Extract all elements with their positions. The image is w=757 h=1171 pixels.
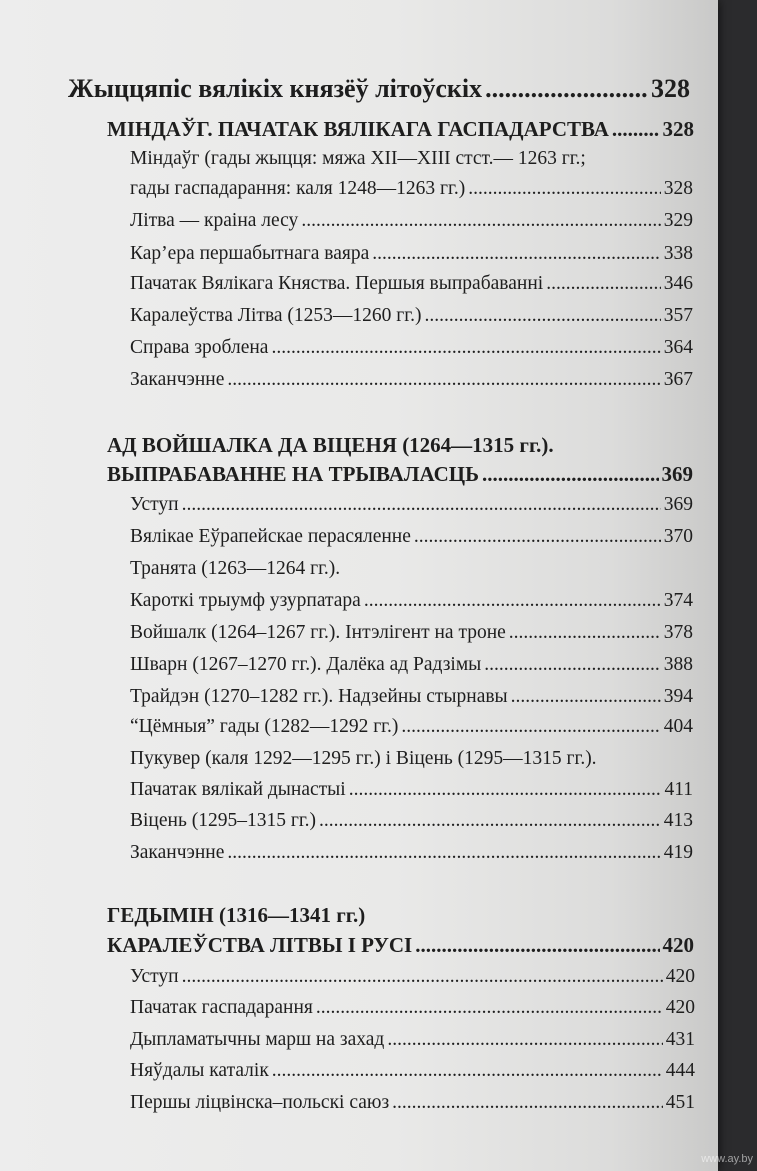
leader-dots xyxy=(271,337,660,359)
toc-page-number: 357 xyxy=(663,305,693,326)
leader-dots xyxy=(387,1029,662,1051)
toc-page-number: 329 xyxy=(663,210,693,231)
toc-entry[interactable] xyxy=(130,1029,695,1051)
toc-entry[interactable] xyxy=(130,1060,695,1082)
leader-dots xyxy=(392,1092,663,1114)
toc-entry-line[interactable]: Транята (1263—1264 гг.). xyxy=(130,558,341,579)
toc-entry[interactable] xyxy=(130,654,693,676)
toc-entry-line[interactable]: Пукувер (каля 1292—1295 гг.) і Віцень (1295—1315 гг.). xyxy=(130,748,597,769)
leader-dots xyxy=(511,686,661,708)
leader-dots xyxy=(415,933,659,958)
toc-title: Першы ліцвінска–польскі саюз xyxy=(130,1092,390,1113)
toc-title: КАРАЛЕЎСТВА ЛІТВЫ І РУСІ xyxy=(107,933,413,957)
leader-dots xyxy=(485,74,648,104)
toc-page-number: 374 xyxy=(663,590,693,611)
leader-dots xyxy=(316,997,663,1019)
leader-dots xyxy=(484,654,660,676)
leader-dots xyxy=(546,273,661,295)
toc-title: Літва — краіна лесу xyxy=(130,210,299,231)
toc-page-number: 378 xyxy=(663,622,693,643)
toc-entry[interactable] xyxy=(130,716,693,738)
leader-dots xyxy=(372,243,661,265)
toc-page-number: 420 xyxy=(662,933,694,957)
toc-main-entry[interactable] xyxy=(68,74,690,104)
toc-entry-line[interactable]: Міндаўг (гады жыцця: мяжа XII—XIII стст.— 1263 гг.; xyxy=(130,148,586,169)
toc-page-number: 388 xyxy=(663,654,693,675)
toc-title: Заканчэнне xyxy=(130,842,225,863)
leader-dots xyxy=(301,210,660,232)
leader-dots xyxy=(482,462,658,487)
leader-dots xyxy=(182,966,663,988)
toc-page-number: 367 xyxy=(663,369,693,390)
toc-title: Дыпламатычны марш на захад xyxy=(130,1029,385,1050)
toc-title: Каралеўства Літва (1253—1260 гг.) xyxy=(130,305,422,326)
toc-title: Кар’ера першабытнага ваяра xyxy=(130,243,370,264)
toc-entry[interactable] xyxy=(130,494,693,516)
toc-page-number: 411 xyxy=(664,779,693,800)
toc-title: Пачатак вялікай дынастыі xyxy=(130,779,346,800)
toc-title: Пачатак Вялікага Княства. Першыя выпрабаванні xyxy=(130,273,544,294)
toc-page-number: 328 xyxy=(663,178,693,199)
toc-entry[interactable] xyxy=(130,273,693,295)
toc-section-heading[interactable]: АД ВОЙШАЛКА ДА ВІЦЕНЯ (1264—1315 гг.). xyxy=(107,433,554,457)
toc-entry[interactable] xyxy=(130,779,693,801)
toc-entry[interactable] xyxy=(130,966,695,988)
toc-page-number: 394 xyxy=(663,686,693,707)
toc-page-number: 431 xyxy=(665,1029,695,1050)
toc-title: Віцень (1295–1315 гг.) xyxy=(130,810,317,831)
leader-dots xyxy=(227,842,660,864)
toc-title: Уступ xyxy=(130,494,179,515)
toc-page-number: 346 xyxy=(663,273,693,294)
toc-entry[interactable] xyxy=(130,526,693,548)
toc-entry[interactable] xyxy=(130,842,693,864)
toc-page-number: 419 xyxy=(663,842,693,863)
leader-dots xyxy=(612,117,660,142)
toc-title: ВЫПРАБАВАННЕ НА ТРЫВАЛАСЦЬ xyxy=(107,462,480,486)
leader-dots xyxy=(414,526,661,548)
toc-page-number: 444 xyxy=(665,1060,695,1081)
toc-entry[interactable] xyxy=(130,210,693,232)
toc-title: Шварн (1267–1270 гг.). Далёка ад Радзімы xyxy=(130,654,482,675)
toc-title: Справа зроблена xyxy=(130,337,269,358)
toc-page-number: 413 xyxy=(663,810,693,831)
toc-title: МІНДАЎГ. ПАЧАТАК ВЯЛІКАГА ГАСПАДАРСТВА xyxy=(107,117,609,141)
leader-dots xyxy=(349,779,662,801)
toc-section-heading[interactable]: ГЕДЫМІН (1316—1341 гг.) xyxy=(107,903,366,927)
leader-dots xyxy=(182,494,661,516)
toc-title: Уступ xyxy=(130,966,179,987)
site-watermark: www.ay.by xyxy=(701,1153,753,1165)
toc-title: Кароткі трыумф узурпатара xyxy=(130,590,361,611)
toc-title: Пачатак гаспадарання xyxy=(130,997,313,1018)
toc-page-number: 369 xyxy=(661,462,693,486)
toc-entry[interactable] xyxy=(130,1092,695,1114)
toc-title: Заканчэнне xyxy=(130,369,225,390)
toc-title: Жыццяпіс вялікіх князёў літоўскіх xyxy=(68,74,483,103)
toc-entry[interactable] xyxy=(130,997,695,1019)
toc-entry[interactable] xyxy=(130,305,693,327)
leader-dots xyxy=(401,716,660,738)
toc-page-number: 328 xyxy=(662,117,694,141)
leader-dots xyxy=(364,590,661,612)
leader-dots xyxy=(509,622,661,644)
toc-entry[interactable] xyxy=(130,243,693,265)
toc-section-heading[interactable] xyxy=(107,462,693,487)
toc-section-heading[interactable] xyxy=(107,117,694,142)
toc-title: “Цёмныя” гады (1282—1292 гг.) xyxy=(130,716,399,737)
toc-page-number: 328 xyxy=(651,74,690,103)
toc-page-number: 420 xyxy=(665,966,695,987)
toc-page-number: 420 xyxy=(665,997,695,1018)
toc-entry[interactable] xyxy=(130,810,693,832)
toc-entry[interactable] xyxy=(130,178,693,200)
toc-title: гады гаспадарання: каля 1248—1263 гг.) xyxy=(130,178,466,199)
toc-page-number: 364 xyxy=(663,337,693,358)
toc-title: Войшалк (1264–1267 гг.). Інтэлігент на троне xyxy=(130,622,506,643)
toc-title: Няўдалы каталік xyxy=(130,1060,269,1081)
leader-dots xyxy=(424,305,660,327)
toc-page-number: 404 xyxy=(663,716,693,737)
toc-entry[interactable] xyxy=(130,622,693,644)
leader-dots xyxy=(272,1060,663,1082)
toc-page-number: 451 xyxy=(665,1092,695,1113)
toc-entry[interactable] xyxy=(130,369,693,391)
toc-section-heading[interactable] xyxy=(107,933,694,958)
toc-page-number: 370 xyxy=(663,526,693,547)
leader-dots xyxy=(227,369,660,391)
toc-page-number: 369 xyxy=(663,494,693,515)
toc-page-number: 338 xyxy=(663,243,693,264)
toc-entry[interactable] xyxy=(130,337,693,359)
toc-entry[interactable] xyxy=(130,686,693,708)
toc-title: Трайдэн (1270–1282 гг.). Надзейны стырнавы xyxy=(130,686,508,707)
leader-dots xyxy=(319,810,661,832)
leader-dots xyxy=(468,178,661,200)
toc-entry[interactable] xyxy=(130,590,693,612)
toc-title: Вялікае Еўрапейскае перасяленне xyxy=(130,526,411,547)
